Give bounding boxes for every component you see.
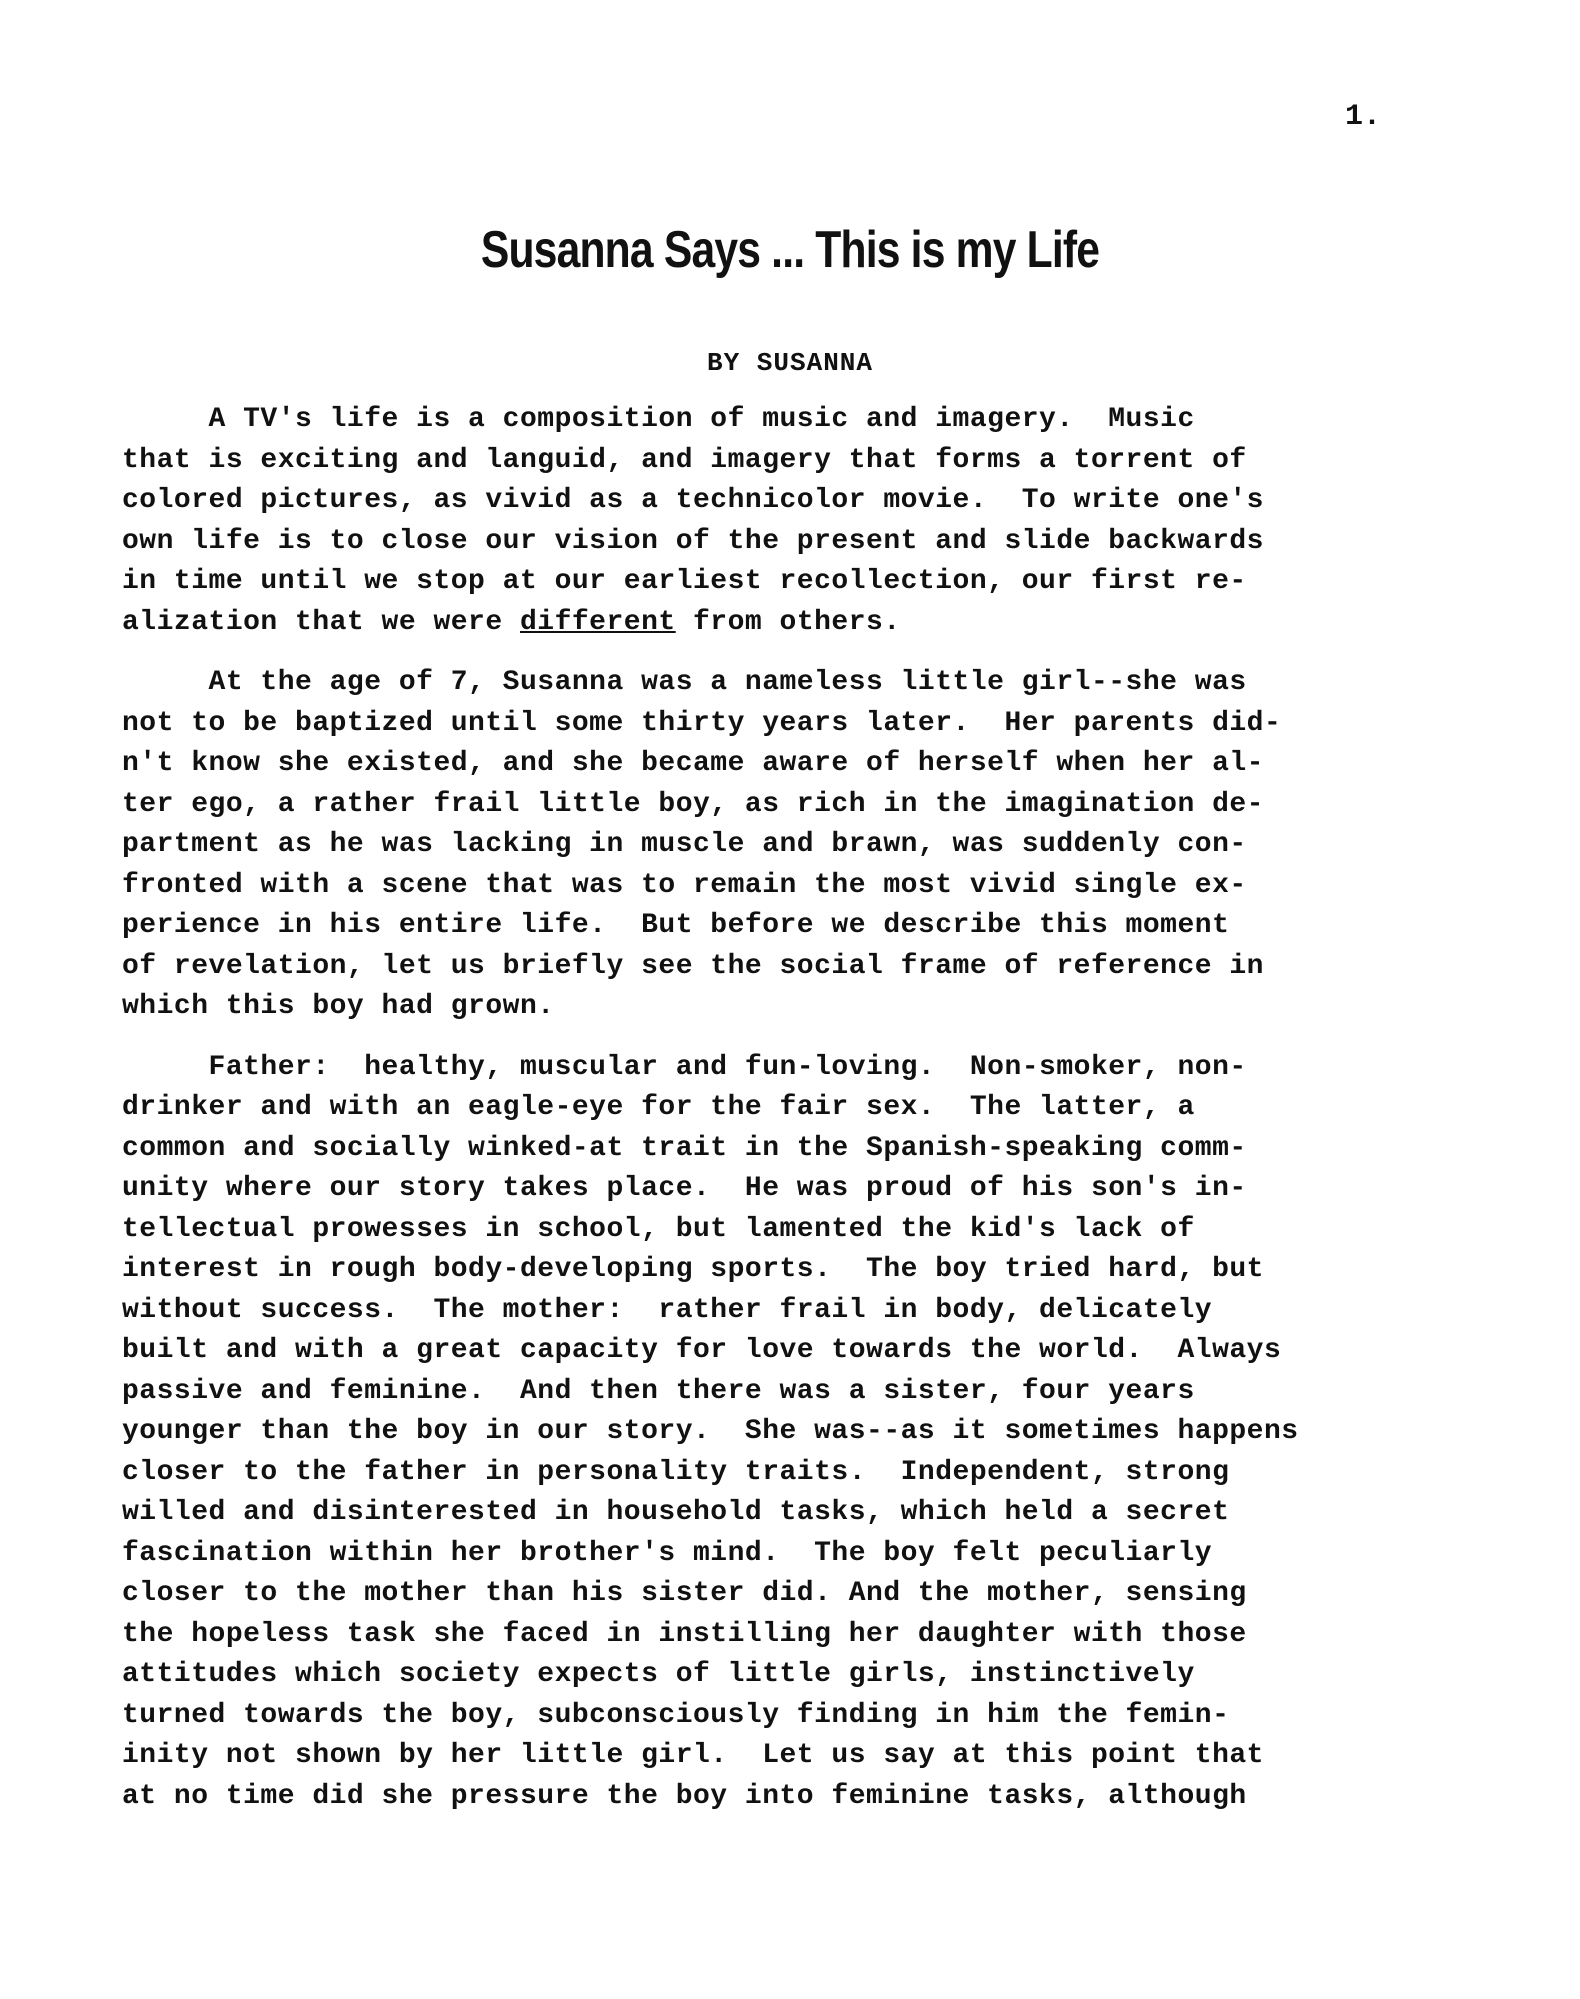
text-line: own life is to close our vision of the present and slide backwards — [122, 525, 1264, 557]
text-line: partment as he was lacking in muscle and brawn, was suddenly con- — [122, 829, 1247, 860]
text-line: common and socially winked-at trait in the Spanish-speaking comm- — [122, 1132, 1247, 1164]
text-line: n't know she existed, and she became aware of herself when her al- — [122, 748, 1264, 779]
text-line: perience in his entire life. But before we describe this moment — [122, 910, 1230, 941]
text-line: attitudes which society expects of little girls, instinctively — [122, 1659, 1195, 1690]
text-line: in time until we stop at our earliest recollection, our first re- — [122, 566, 1247, 597]
text-line: willed and disinterested in household tasks, which held a secret — [122, 1497, 1230, 1528]
text-line: At the age of 7, Susanna was a nameless little girl--she was — [122, 667, 1247, 698]
paragraph-3 — [122, 1048, 1482, 1818]
page-number: 1. — [1345, 100, 1382, 134]
text-line: fronted with a scene that was to remain the most vivid single ex- — [122, 869, 1247, 901]
text-line: inity not shown by her little girl. Let us say at this point that — [122, 1740, 1264, 1771]
text-line: younger than the boy in our story. She was--as it sometimes happens — [122, 1416, 1299, 1447]
text-line: which this boy had grown. — [122, 991, 555, 1022]
article-body — [122, 400, 1482, 1837]
text-line: colored pictures, as vivid as a technicolor movie. To write one's — [122, 485, 1264, 516]
text-line: A TV's life is a composition of music and imagery. Music — [122, 404, 1195, 435]
text-line: turned towards the boy, subconsciously finding in him the femin- — [122, 1699, 1230, 1731]
text-line: without success. The mother: rather frail in body, delicately — [122, 1294, 1213, 1326]
paragraph-1 — [122, 400, 1482, 643]
text-line: that is exciting and languid, and imagery that forms a torrent of — [122, 444, 1247, 476]
text-line: at no time did she pressure the boy into feminine tasks, although — [122, 1780, 1247, 1812]
text-line: tellectual prowesses in school, but lamented the kid's lack of — [122, 1213, 1195, 1245]
text-line: the hopeless task she faced in instilling her daughter with those — [122, 1618, 1247, 1650]
text-segment: from others. — [675, 606, 901, 638]
text-segment: alization that we were — [122, 606, 520, 638]
underlined-word: different — [519, 606, 676, 638]
text-line: not to be baptized until some thirty years later. Her parents did- — [122, 707, 1282, 739]
text-line: Father: healthy, muscular and fun-loving. Non-smoker, non- — [122, 1051, 1247, 1083]
text-line: fascination within her brother's mind. The boy felt peculiarly — [122, 1537, 1213, 1569]
paragraph-2 — [122, 663, 1482, 1028]
text-line — [122, 603, 1482, 644]
text-line: drinker and with an eagle-eye for the fair sex. The latter, a — [122, 1092, 1195, 1123]
text-line: interest in rough body-developing sports. The boy tried hard, but — [122, 1254, 1264, 1285]
text-line: closer to the father in personality traits. Independent, strong — [122, 1456, 1230, 1488]
text-line: ter ego, a rather frail little boy, as rich in the imagination de- — [122, 788, 1264, 820]
text-line: of revelation, let us briefly see the social frame of reference in — [122, 950, 1264, 982]
page-title: Susanna Says ... This is my Life — [480, 221, 1100, 279]
text-line: closer to the mother than his sister did. And the mother, sensing — [122, 1578, 1247, 1609]
text-line: passive and feminine. And then there was a sister, four years — [122, 1375, 1195, 1407]
text-line: unity where our story takes place. He was proud of his son's in- — [122, 1173, 1247, 1204]
byline: BY SUSANNA — [706, 348, 874, 378]
text-line: built and with a great capacity for love towards the world. Always — [122, 1335, 1282, 1366]
